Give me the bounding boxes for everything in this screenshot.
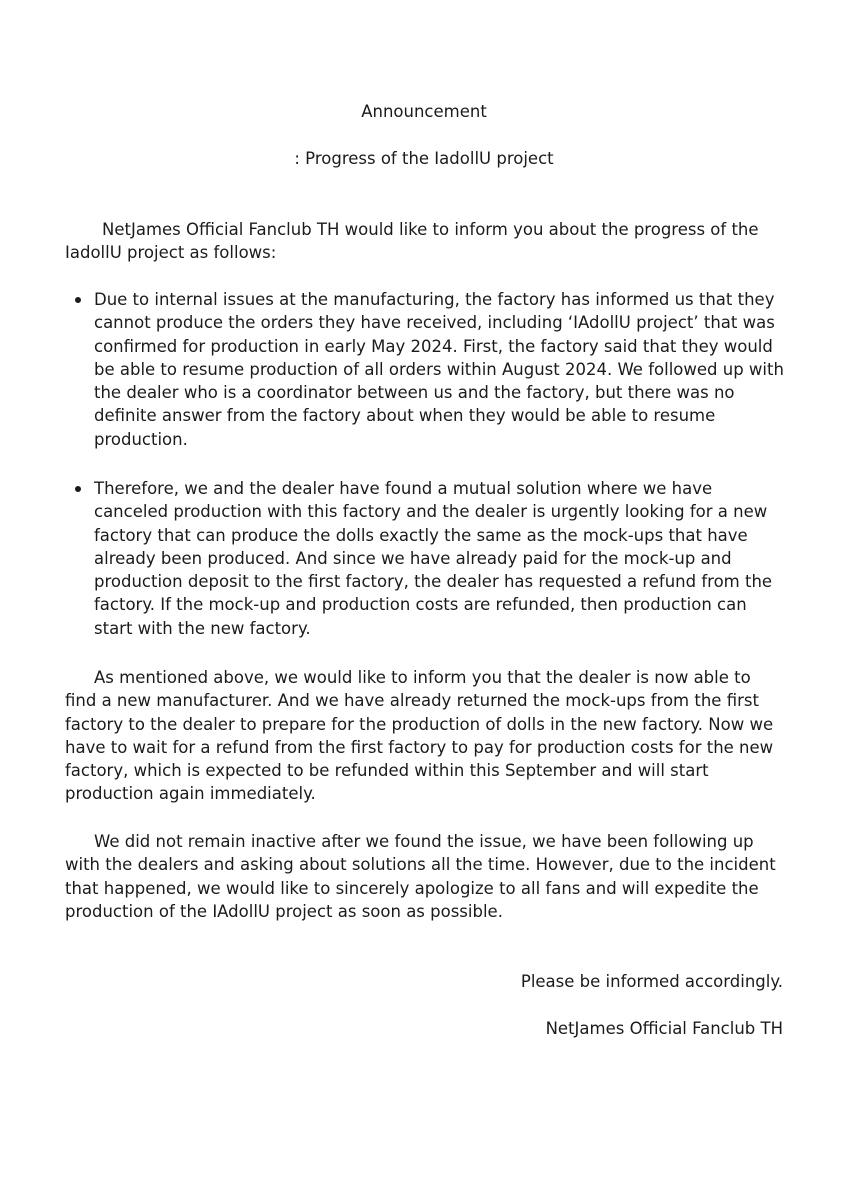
bullet-text: Therefore, we and the dealer have found a mutual solution where we have canceled production with this factory and the dealer is urgently looking for a new factory that can produce the dolls exactly the same as the mock-ups that have already been produced. And since we have already paid for the mock-up and production deposit to the first factory, the dealer has requested a refund from the factory. If the mock-up and production costs are refunded, then production can start with the new factory. <box>94 479 773 638</box>
body-paragraph: As mentioned above, we would like to inform you that the dealer is now able to find a new manufacturer. And we have already returned the mock-ups from the first factory to the dealer to prepare for the production of dolls in the new factory. Now we have to wait for a refund from the first factory to pay for production costs for the new factory, which is expected to be refunded within this September and will start production again immediately. <box>65 668 774 804</box>
bullet-dot-icon <box>75 486 81 492</box>
bullet-text: Due to internal issues at the manufacturing, the factory has informed us that they cannot produce the orders they have received, including ‘IAdollU project’ that was confirmed for production in early May 2024. First, the factory said that they would be able to resume production of all orders within August 2024. We followed up with the dealer who is a coordinator between us and the factory, but there was no definite answer from the factory about when they would be able to resume production. <box>94 290 784 449</box>
bullet-dot-icon <box>75 297 81 303</box>
body-paragraph: We did not remain inactive after we found the issue, we have been following up with the dealers and asking about solutions all the time. However, due to the incident that happened, we would like to sincerely apologize to all fans and will expedite the production of the IAdollU project as soon as possible. <box>65 832 776 921</box>
closing-line: Please be informed accordingly. <box>520 972 783 991</box>
announcement-subtitle: : Progress of the IadollU project <box>294 149 554 168</box>
bullet-item <box>94 477 785 640</box>
bullet-item <box>94 288 785 451</box>
signature-line: NetJames Official Fanclub TH <box>545 1019 783 1038</box>
intro-paragraph: NetJames Official Fanclub TH would like to inform you about the progress of the IadollU project as follows: <box>65 220 759 263</box>
announcement-title: Announcement <box>361 102 487 121</box>
